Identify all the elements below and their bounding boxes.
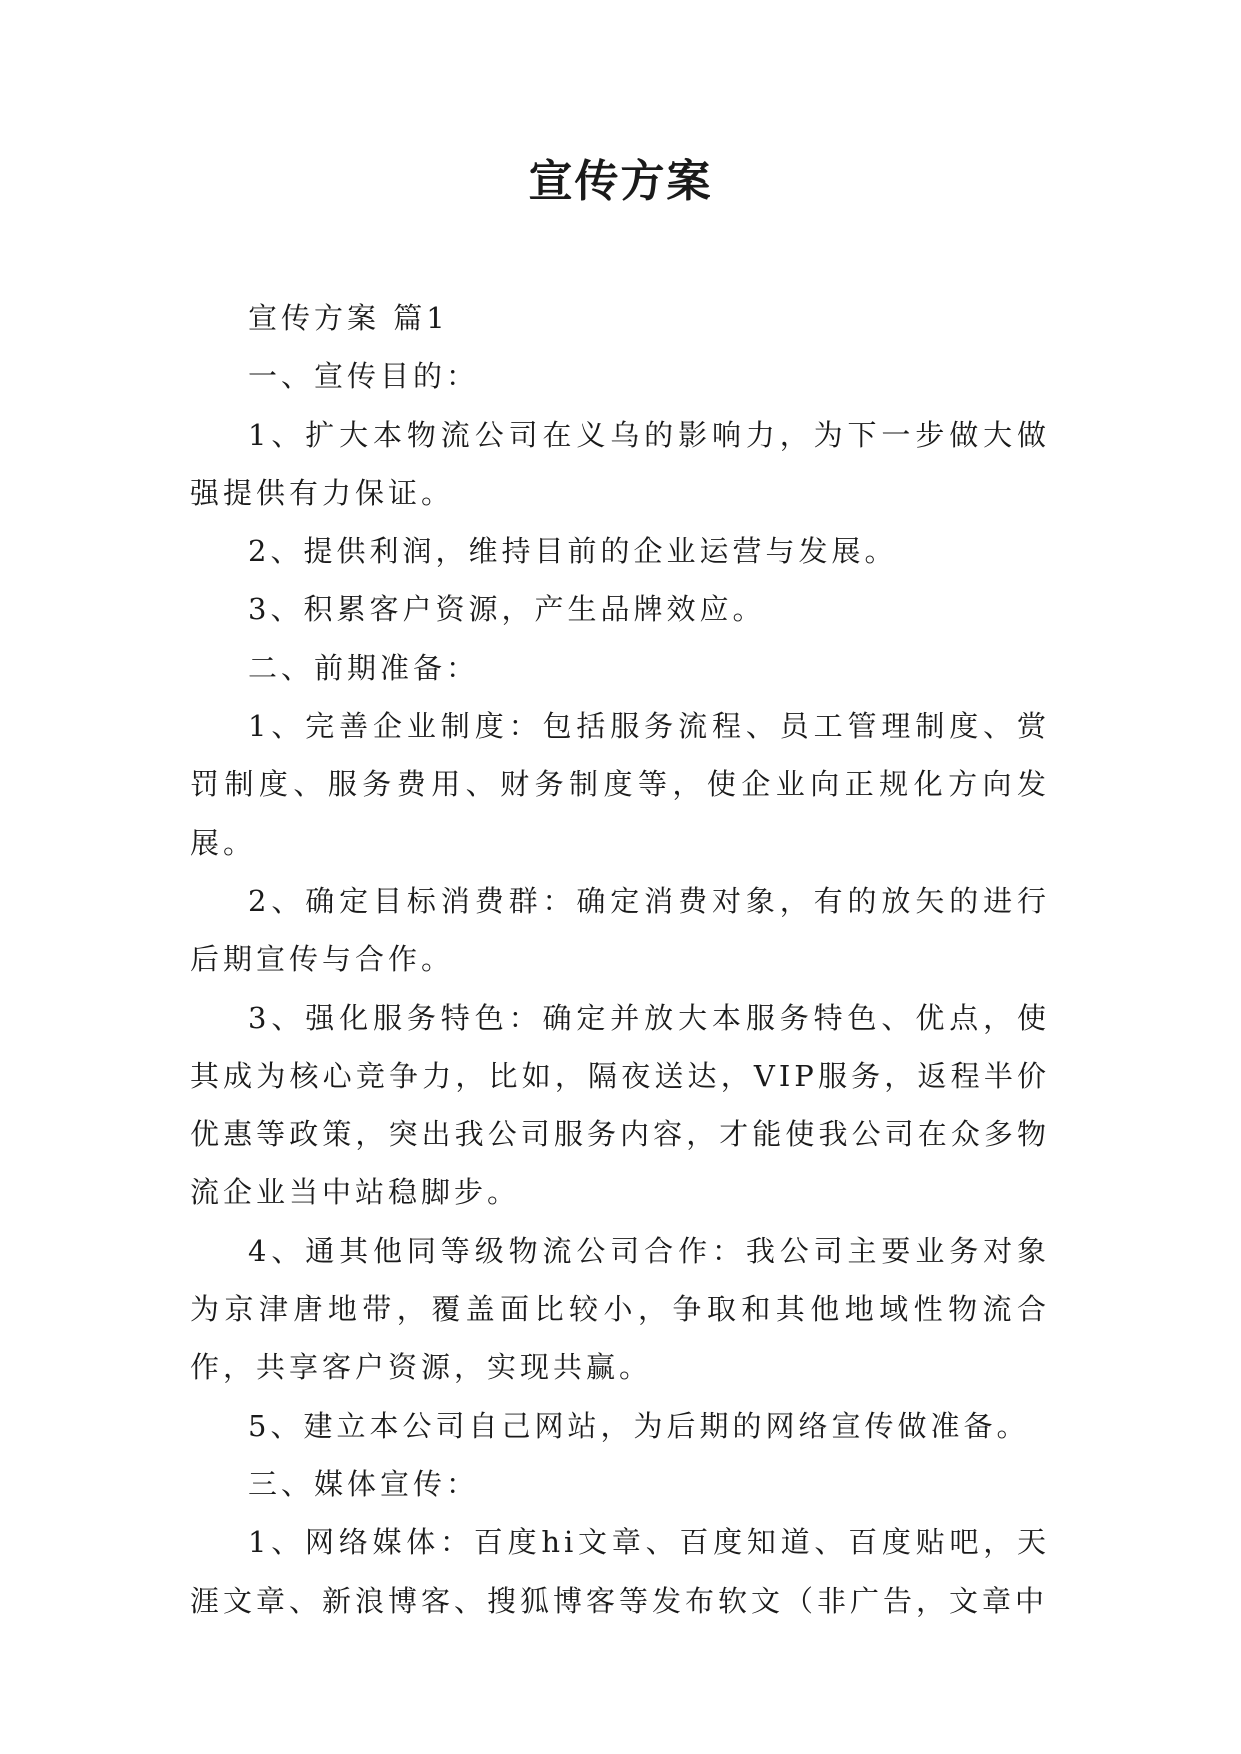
section-heading: 三、媒体宣传：	[248, 1466, 480, 1501]
section-heading: 二、前期准备：	[248, 650, 480, 685]
paragraph: 1、网络媒体：百度hi文章、百度知道、百度贴吧，天涯文章、新浪博客、搜狐博客等发布软文（非广告，文章中	[190, 1525, 1050, 1618]
paragraph: 3、强化服务特色：确定并放大本服务特色、优点，使其成为核心竞争力，比如，隔夜送达，VIP服务，返程半价优惠等政策，突出我公司服务内容，才能使我公司在众多物流企业当中站稳脚步。	[190, 1000, 1050, 1210]
document-body	[190, 289, 1050, 1630]
paragraph: 5、建立本公司自己网站，为后期的网络宣传做准备。	[248, 1408, 1030, 1443]
paragraph: 1、完善企业制度：包括服务流程、员工管理制度、赏罚制度、服务费用、财务制度等，使企业向正规化方向发展。	[190, 709, 1050, 860]
paragraph: 2、确定目标消费群：确定消费对象，有的放矢的进行后期宣传与合作。	[190, 883, 1050, 977]
document-title: 宣传方案	[528, 156, 713, 207]
paragraph: 4、通其他同等级物流公司合作：我公司主要业务对象为京津唐地带，覆盖面比较小，争取和其他地域性物流合作，共享客户资源，实现共赢。	[190, 1233, 1050, 1385]
paragraph: 2、提供利润，维持目前的企业运营与发展。	[248, 534, 898, 569]
paragraph: 3、积累客户资源，产生品牌效应。	[248, 592, 766, 627]
section-heading: 一、宣传目的：	[248, 359, 480, 394]
paragraph: 1、扩大本物流公司在义乌的影响力，为下一步做大做强提供有力保证。	[190, 417, 1050, 510]
paragraph: 宣传方案 篇1	[248, 301, 449, 335]
